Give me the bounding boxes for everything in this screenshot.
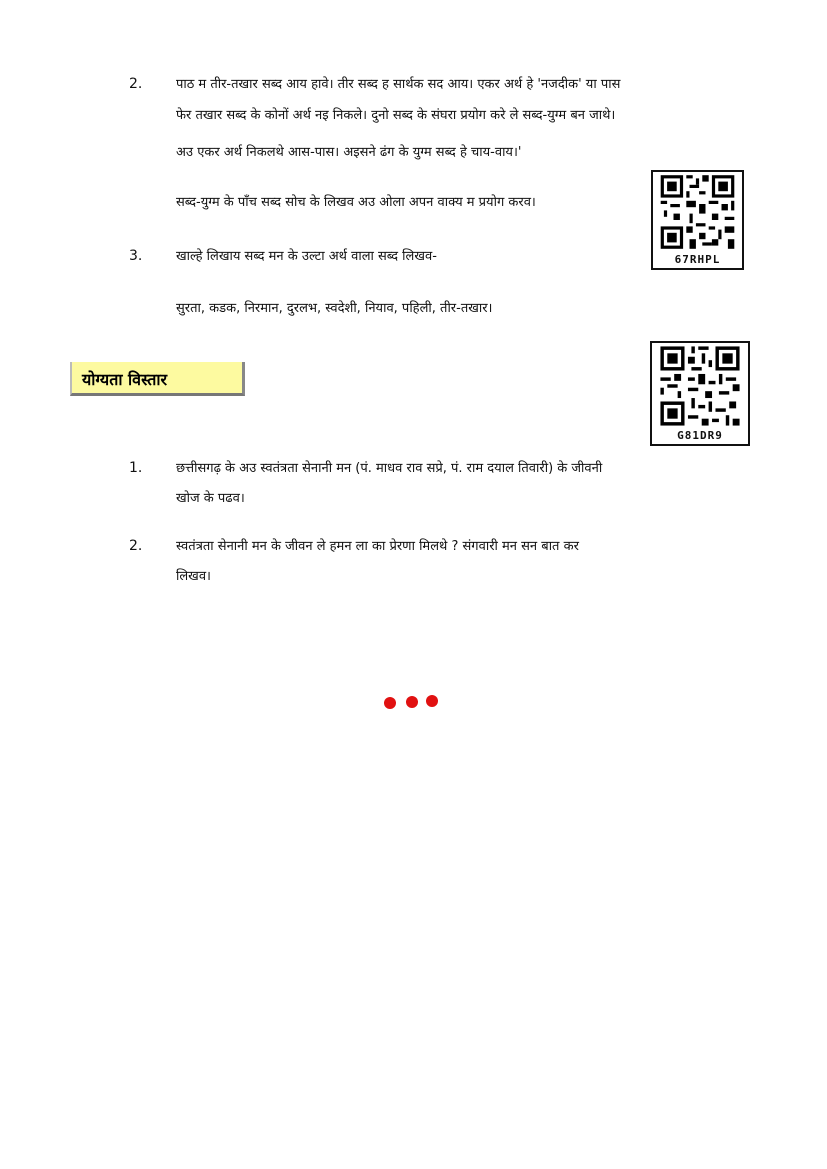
item-number: 2. (129, 538, 143, 554)
item-text-line: खोज के पढव। (176, 491, 245, 506)
item-number: 3. (129, 248, 143, 264)
qr-code-label: 67RHPL (674, 253, 721, 266)
item-text-line: सब्द-युग्म के पाँच सब्द सोच के लिखव अउ ओला अपन वाक्य म प्रयोग करव। (176, 195, 536, 210)
red-dot-icon (426, 695, 438, 707)
item-text-line: अउ एकर अर्थ निकलथे आस-पास। अइसने ढंग के युग्म सब्द हे चाय-वाय।' (176, 145, 522, 160)
text-fragment: पाठ म तीर-तखार सब्द आय हावे। तीर सब्द ह सार्थक सद आय। एकर अर्थ हे 'नजदीक' या पास (176, 77, 621, 92)
item-text-line: खाल्हे लिखाय सब्द मन के उल्टा अर्थ वाला सब्द लिखव- (176, 249, 437, 264)
item-text-line (176, 460, 748, 478)
text-fragment: छत्तीसगढ़ के अउ स्वतंत्रता सेनानी मन (पं. माधव राव सप्रे, पं. राम दयाल तिवारी) के जीवनी (176, 461, 603, 476)
red-dot-icon (384, 697, 396, 709)
section-heading-box (70, 362, 245, 396)
qr-code (651, 170, 744, 270)
item-text-line: फेर तखार सब्द के कोनों अर्थ नइ निकले। दुनो सब्द के संघरा प्रयोग करे ले सब्द-युग्म बन जाथे। (176, 108, 616, 123)
section-title: योग्यता विस्तार (82, 370, 168, 389)
item-text-line (176, 76, 748, 94)
item-text-line: सुरता, कडक, निरमान, दुरलभ, स्वदेशी, नियाव, पहिली, तीर-तखार। (176, 301, 493, 316)
item-number: 1. (129, 460, 143, 476)
qr-code-label: G81DR9 (677, 429, 723, 442)
item-text-line (176, 538, 748, 556)
red-dot-icon (406, 696, 418, 708)
item-number: 2. (129, 76, 143, 92)
qr-code (650, 341, 750, 446)
text-fragment: स्वतंत्रता सेनानी मन के जीवन ले हमन ला का प्रेरणा मिलथे ? संगवारी मन सन बात कर (176, 539, 579, 554)
qr-code-icon (653, 172, 742, 252)
qr-code-icon (652, 343, 748, 429)
item-text-line: लिखव। (176, 569, 211, 584)
